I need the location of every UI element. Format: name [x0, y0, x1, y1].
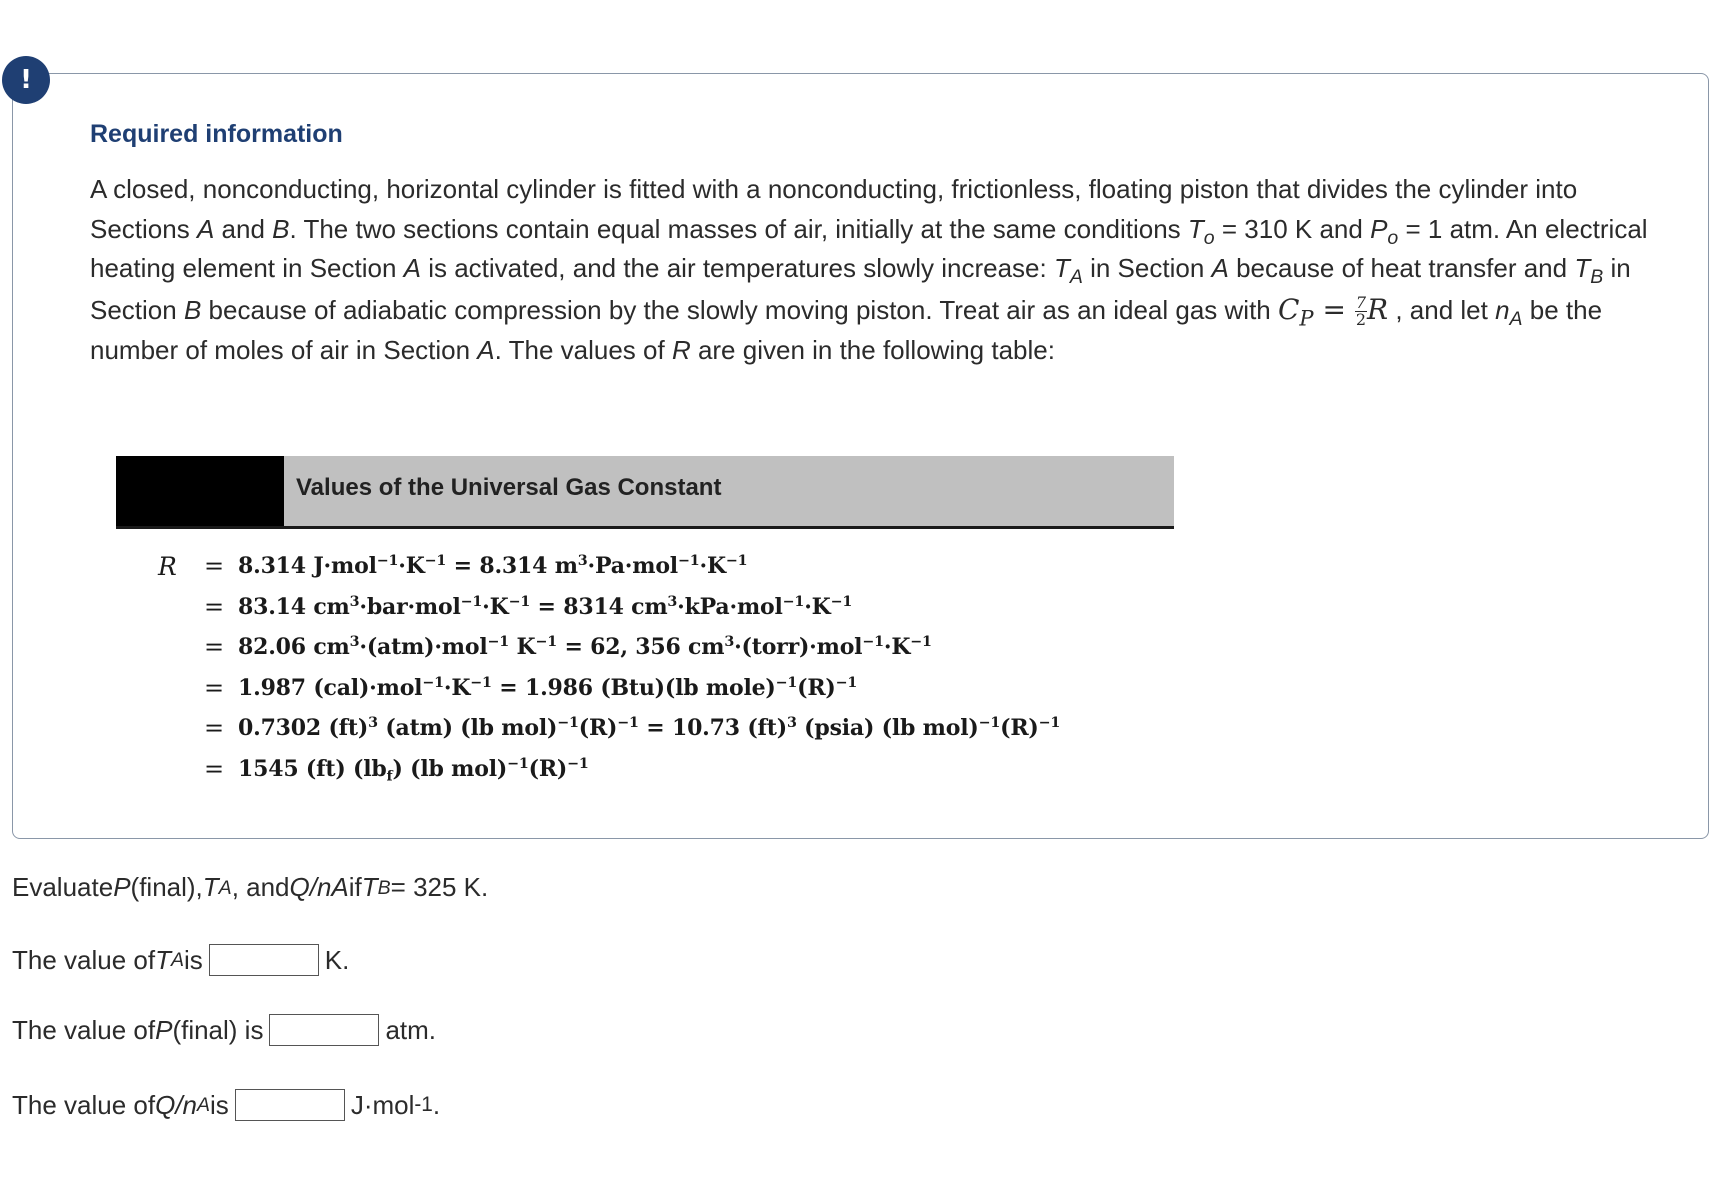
question-prompt: Evaluate P (final), T A , and Q/nA if T B = 325 K.: [12, 872, 489, 902]
symbol-p: P: [155, 1014, 173, 1045]
intro-text: , and let: [1388, 294, 1496, 325]
r-symbol: R: [158, 551, 177, 581]
required-information-panel: [12, 73, 1709, 839]
unit-label: K.: [324, 944, 350, 975]
symbol-p: P: [1370, 213, 1388, 244]
symbol-t: T: [361, 872, 378, 902]
equals-sign: =: [1313, 292, 1355, 326]
prompt-text: (final),: [130, 872, 203, 902]
equation-row: [158, 546, 1060, 587]
fraction-seven-halves: [1355, 292, 1367, 329]
subscript-a: A: [1069, 265, 1083, 288]
gas-constant-equations: [158, 546, 1060, 789]
pfinal-answer-input[interactable]: [269, 1014, 379, 1046]
cp-subscript: P: [1299, 305, 1314, 330]
ta-answer-row: The value of T A is K.: [12, 944, 350, 975]
answer-label: The value of: [12, 1089, 156, 1120]
answer-label: (final) is: [172, 1014, 264, 1045]
equation-row: [158, 587, 1060, 628]
intro-text: because of adiabatic compression by the slowly moving piston. Treat air as an ideal gas with: [201, 294, 1278, 325]
unit-label: J·mol: [350, 1089, 415, 1120]
subscript-a: A: [1509, 307, 1523, 330]
symbol-t: T: [1187, 213, 1204, 244]
symbol-a: A: [196, 213, 215, 244]
header-black-block: [116, 456, 284, 526]
equals-sign: =: [203, 754, 225, 783]
equals-sign: =: [203, 714, 225, 743]
intro-text: are given in the following table:: [690, 335, 1055, 366]
prompt-text: , and: [231, 872, 290, 902]
r-symbol: R: [1367, 292, 1389, 326]
symbol-t: T: [1053, 253, 1070, 284]
subscript-o: o: [1387, 226, 1399, 249]
equals-sign: =: [203, 592, 225, 621]
unit-label: atm.: [385, 1014, 437, 1045]
intro-text: because of heat transfer and: [1228, 253, 1575, 284]
symbol-t: T: [155, 944, 171, 975]
equation-row: [158, 668, 1060, 709]
intro-text: in Section: [1082, 253, 1212, 284]
equation-row: [158, 627, 1060, 668]
equation-value: 82.06 $cm^3\cdot(atm)\cdot mol^{-1}$ $K^{-1} = 62$, 356 $cm^3\cdot(torr)\cdot mol^{-1}\cdot K^{-1}$: [238, 634, 932, 661]
equation-row: [158, 708, 1060, 749]
problem-statement: [90, 170, 1660, 371]
equation-value: 1.987 $(cal)\cdot mol^{-1}\cdot K^{-1} = 1.986$ (Btu)(lb $mole)^{-1}(R)^{-1}$: [238, 674, 858, 701]
equation-value: 1545 (ft) $(lb_f)$ (lb $mol)^{-1}(R)^{-1}$: [238, 755, 589, 785]
equation-value: 0.7302 (ft)$^3$ (atm) (lb $mol)^{-1}(R)^{-1} = 10.73$ (ft)$^3$ (psia) (lb $mol)^{-1}(R)^{-1}$: [238, 715, 1061, 742]
intro-text: . The values of: [494, 335, 672, 366]
answer-label: is: [184, 944, 203, 975]
symbol-a: A: [477, 335, 495, 366]
intro-text: be the number of moles of air in Section: [90, 294, 1603, 366]
prompt-text: Evaluate: [12, 872, 114, 902]
intro-text: . The two sections contain equal masses of air, initially at the same conditions: [289, 213, 1188, 244]
answer-label: The value of: [12, 1014, 156, 1045]
symbol-q-over-na: Q/nA: [289, 872, 349, 902]
symbol-a: A: [1211, 253, 1229, 284]
intro-text: = 1 atm. An electrical heating element in Section: [90, 213, 1648, 284]
table-caption: Values of the Universal Gas Constant: [296, 474, 722, 501]
symbol-b: B: [272, 213, 290, 244]
ta-answer-input[interactable]: [209, 944, 319, 976]
fraction-numerator: 7: [1355, 292, 1367, 312]
intro-text: and: [214, 213, 273, 244]
equation-value: 8.314 $J\cdot mol^{-1}\cdot K^{-1} = 8.314$ $m^3\cdot Pa\cdot mol^{-1}\cdot K^{-1}$: [238, 553, 748, 580]
gas-constant-table-header: [116, 456, 1174, 529]
intro-text: is activated, and the air temperatures slowly increase:: [421, 253, 1054, 284]
equation-row: [158, 749, 1060, 790]
panel-title: Required information: [90, 120, 343, 148]
symbol-n: n: [1495, 294, 1510, 325]
pfinal-answer-row: [12, 1014, 436, 1046]
symbol-t: T: [1574, 253, 1591, 284]
equals-sign: =: [203, 552, 225, 581]
equals-sign: =: [203, 633, 225, 662]
equation-value: 83.14 $cm^3\cdot bar\cdot mol^{-1}\cdot K^{-1} = 8314$ $cm^3\cdot kPa\cdot mol^{-1}\cdot K^{-1}$: [238, 593, 853, 620]
symbol-p: P: [113, 872, 131, 902]
cp-symbol: C: [1277, 292, 1300, 326]
answer-label: The value of: [12, 944, 156, 975]
subscript-b: B: [1590, 265, 1604, 288]
answer-label: is: [210, 1089, 229, 1120]
equals-sign: =: [203, 673, 225, 702]
unit-label: .: [432, 1089, 441, 1120]
symbol-b: B: [183, 294, 202, 325]
symbol-a: A: [403, 253, 421, 284]
intro-text: in Section: [90, 253, 1631, 325]
prompt-text: if: [348, 872, 362, 902]
symbol-r: R: [671, 335, 691, 366]
prompt-text: = 325 K.: [390, 872, 489, 902]
q-over-na-answer-row: The value of Q /n A is J·mol -1 .: [12, 1089, 441, 1120]
fraction-denominator: 2: [1355, 309, 1367, 329]
intro-text: = 310 K and: [1214, 213, 1371, 244]
alert-icon: !: [2, 56, 50, 104]
intro-text: A closed, nonconducting, horizontal cylinder is fitted with a nonconducting, frictionless, floating piston that divides the cylinder into Sections: [90, 174, 1578, 244]
q-over-na-answer-input[interactable]: [235, 1089, 345, 1121]
symbol-q: Q: [155, 1089, 176, 1120]
symbol-t: T: [202, 872, 219, 902]
subscript-o: o: [1203, 226, 1215, 249]
cp-formula: [1277, 292, 1389, 330]
symbol-n: /n: [175, 1089, 198, 1120]
